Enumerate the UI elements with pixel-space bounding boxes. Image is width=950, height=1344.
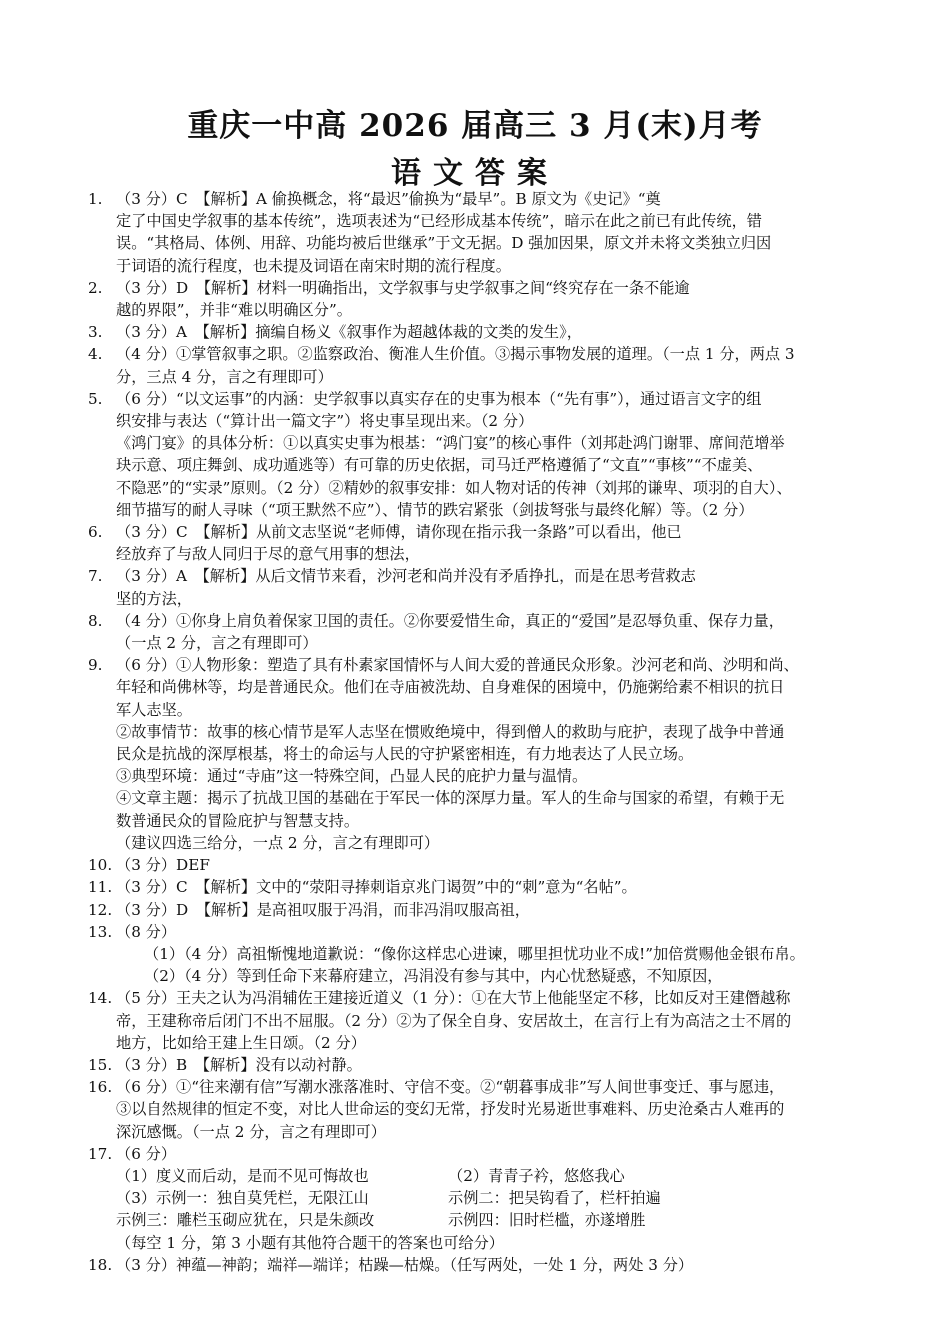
answer-list [88, 188, 878, 1276]
poem-answer-row [116, 1209, 878, 1231]
poem-answer-cell: 示例二：把吴钩看了，栏杆拍遍 [448, 1189, 661, 1208]
question-number: 11. [88, 878, 113, 897]
answer-text [116, 921, 878, 988]
answer-text [116, 1143, 878, 1254]
page-subtitle: 语文答案 [391, 156, 559, 191]
answer-line: 坚的方法， [116, 589, 192, 608]
answer-item [88, 277, 878, 321]
answer-line: 分，三点 4 分，言之有理即可） [116, 367, 333, 386]
answer-text [116, 521, 878, 565]
poem-answer-cell: （3）示例一：独自莫凭栏，无限江山 [116, 1189, 369, 1208]
answer-item [88, 876, 878, 898]
answer-line: （3 分）B 【解析】没有以动衬静。 [116, 1055, 362, 1074]
answer-line: 织安排与表达（“算计出一篇文字”）将史事呈现出来。（2 分） [116, 412, 534, 431]
scoring-note: （每空 1 分，第 3 小题有其他符合题干的答案也可给分） [116, 1233, 504, 1252]
answer-item [88, 987, 878, 1054]
answer-line: 民众是抗战的深厚根基，将士的命运与人民的守护紧密相连，有力地表达了人民立场。 [116, 745, 694, 764]
answer-text [116, 565, 878, 609]
question-number: 14. [88, 989, 113, 1008]
answer-line: ③以自然规律的恒定不变，对比人世命运的变幻无常，抒发时光易逝世事难料、历史沧桑古人难再的 [116, 1100, 785, 1119]
answer-item [88, 1054, 878, 1076]
question-number: 1. [88, 190, 103, 208]
answer-text [116, 654, 878, 854]
answer-text [116, 188, 878, 277]
question-number: 9. [88, 656, 103, 675]
answer-text [116, 343, 878, 387]
poem-answer-row [116, 1165, 878, 1187]
answer-line: 地方，比如给王建上生日颂。（2 分） [116, 1033, 366, 1052]
answer-line: （3 分）神蕴—神韵；端祥—端详；枯躁—枯燥。（任写两处，一处 1 分，两处 3 分） [116, 1255, 694, 1274]
answer-line: 玦示意、项庄舞剑、成功遁逃等）有可靠的历史依据，司马迁严格遵循了“文直”“事核”“不虚美、 [116, 456, 763, 475]
answer-line: 数普通民众的冒险庇护与智慧支持。 [116, 811, 359, 830]
answer-text [116, 854, 878, 876]
answer-item [88, 654, 878, 854]
answer-line: 于词语的流行程度，也未提及词语在南宋时期的流行程度。 [116, 256, 511, 275]
answer-line: （3 分）A 【解析】从后文情节来看，沙河老和尚并没有矛盾挣扎，而是在思考营救志 [116, 567, 696, 586]
answer-line: ④文章主题：揭示了抗战卫国的基础在于军民一体的深厚力量。军人的生命与国家的希望，有赖于无 [116, 789, 785, 808]
answer-line: 越的界限”，并非“难以明确区分”。 [116, 301, 352, 320]
answer-line: （4 分）①你身上肩负着保家卫国的责任。②你要爱惜生命，真正的“爱国”是忍辱负重、保存力量， [116, 611, 784, 630]
answer-item [88, 521, 878, 565]
answer-line: ②故事情节：故事的核心情节是军人志坚在惯败绝境中，得到僧人的救助与庇护，表现了战争中普通 [116, 722, 785, 741]
answer-item [88, 188, 878, 277]
answer-item [88, 343, 878, 387]
answer-line: （3 分）A 【解析】摘编自杨义《叙事作为超越体裁的文类的发生》， [116, 323, 582, 342]
answer-line: 帝，王建称帝后闭门不出不屈服。（2 分）②为了保全自身、安居故土，在言行上有为高洁之士不屑的 [116, 1011, 792, 1030]
answer-line: （6 分）①“往来潮有信”写潮水涨落准时、守信不变。②“朝暮事成非”写人间世事变迁、事与愿违， [116, 1078, 785, 1097]
answer-line: （6 分）①人物形象：塑造了具有朴素家国情怀与人间大爱的普通民众形象。沙河老和尚、沙明和尚、 [116, 656, 799, 675]
question-number: 5. [88, 389, 103, 408]
question-number: 4. [88, 345, 103, 364]
answer-line: （建议四选三给分，一点 2 分，言之有理即可） [116, 833, 440, 852]
answer-item [88, 321, 878, 343]
question-number: 2. [88, 278, 103, 297]
answer-line: （8 分） [116, 922, 177, 941]
answer-line: ③典型环境：通过“寺庙”这一特殊空间，凸显人民的庇护力量与温情。 [116, 767, 588, 786]
answer-text [116, 1076, 878, 1143]
answer-item [88, 921, 878, 988]
answer-item [88, 610, 878, 654]
answer-text [116, 1254, 878, 1276]
answer-item [88, 565, 878, 609]
poem-answer-cell: 示例三：雕栏玉砌应犹在，只是朱颜改 [116, 1211, 375, 1230]
answer-line: （3 分）D 【解析】是高祖叹服于冯涓，而非冯涓叹服高祖， [116, 900, 530, 919]
poem-answer-cell: （2）青青子衿，悠悠我心 [448, 1166, 625, 1185]
question-number: 12. [88, 900, 113, 919]
answer-line: （3 分）C 【解析】A 偷换概念，将“最迟”偷换为“最早”。B 原文为《史记》“奠 [116, 190, 661, 208]
answer-line: （4 分）①掌管叙事之职。②监察政治、衡准人生价值。③揭示事物发展的道理。（一点 1 分，两点 3 [116, 345, 795, 364]
answer-line: 经放弃了与敌人同归于尽的意气用事的想法， [116, 545, 420, 564]
answer-line: 误。“其格局、体例、用辞、功能均被后世继承”于文无据。D 强加因果，原文并未将文类独立归因 [116, 234, 772, 253]
question-number: 8. [88, 611, 103, 630]
poem-answer-cell: （1）度义而后动，是而不见可悔故也 [116, 1166, 369, 1185]
question-number: 15. [88, 1055, 113, 1074]
answer-item [88, 854, 878, 876]
answer-line: （3 分）C 【解析】文中的“荥阳寻捧刺诣京兆门谒贺”中的“刺”意为“名帖”。 [116, 878, 637, 897]
answer-line: 军人志坚。 [116, 700, 192, 719]
answer-line: 深沉感慨。（一点 2 分，言之有理即可） [116, 1122, 386, 1141]
answer-line: 细节描写的耐人寻味（“项王默然不应”）、情节的跌宕紧张（剑拔弩张与最终化解）等。（2 分） [116, 500, 754, 519]
answer-line: （一点 2 分，言之有理即可） [116, 634, 318, 653]
question-number: 17. [88, 1144, 113, 1163]
answer-line: （3 分）D 【解析】材料一明确指出，文学叙事与史学叙事之间“终究存在一条不能逾 [116, 278, 690, 297]
answer-text [116, 876, 878, 898]
answer-line: （6 分） [116, 1144, 177, 1163]
question-number: 7. [88, 567, 103, 586]
answer-text [116, 321, 878, 343]
answer-text [116, 277, 878, 321]
answer-item [88, 1076, 878, 1143]
question-number: 16. [88, 1078, 113, 1097]
answer-line: （3 分）C 【解析】从前文志坚说“老师傅，请你现在指示我一条路”可以看出，他已 [116, 523, 682, 542]
sub-answer-line: （2）（4 分）等到任命下来幕府建立，冯涓没有参与其中，内心忧愁疑惑，不知原因， [144, 967, 723, 986]
answer-item [88, 899, 878, 921]
answer-item [88, 1143, 878, 1254]
answer-line: 《鸿门宴》的具体分析：①以真实史事为根基：“鸿门宴”的核心事件（刘邦赴鸿门谢罪、席间范增举 [116, 434, 785, 453]
answer-line: 不隐恶”的“实录”原则。（2 分）②精妙的叙事安排：如人物对话的传神（刘邦的谦卑、项羽的自大）、 [116, 478, 792, 497]
answer-line: （6 分）“以文运事”的内涵：史学叙事以真实存在的史事为根本（“先有事”），通过语言文字的组 [116, 389, 762, 408]
question-number: 6. [88, 523, 103, 542]
answer-item [88, 388, 878, 521]
answer-text [116, 1054, 878, 1076]
question-number: 3. [88, 323, 103, 342]
poem-answer-row [116, 1187, 878, 1209]
page-title: 重庆一中高 2026 届高三 3 月(末)月考 [187, 108, 763, 144]
sub-answer-line: （1）（4 分）高祖惭愧地道歉说：“像你这样忠心进谏，哪里担忧功业不成!”加倍赏赐他金银布帛。 [144, 944, 805, 963]
answer-text [116, 388, 878, 521]
answer-line: （3 分）DEF [116, 856, 210, 875]
question-number: 10. [88, 856, 113, 875]
answer-text [116, 899, 878, 921]
answer-item [88, 1254, 878, 1276]
answer-text [116, 610, 878, 654]
question-number: 18. [88, 1255, 113, 1274]
answer-line: （5 分）王夫之认为冯涓辅佐王建接近道义（1 分）：①在大节上他能坚定不移，比如反对王建僭越称 [116, 989, 791, 1008]
answer-line: 定了中国史学叙事的基本传统”，选项表述为“已经形成基本传统”，暗示在此之前已有此传统，错 [116, 212, 762, 231]
poem-answer-cell: 示例四：旧时栏槛，亦遂增胜 [448, 1211, 646, 1230]
answer-text [116, 987, 878, 1054]
question-number: 13. [88, 922, 113, 941]
answer-line: 年轻和尚佛林等，均是普通民众。他们在寺庙被洗劫、自身难保的困境中，仍施粥给素不相识的抗日 [116, 678, 785, 697]
